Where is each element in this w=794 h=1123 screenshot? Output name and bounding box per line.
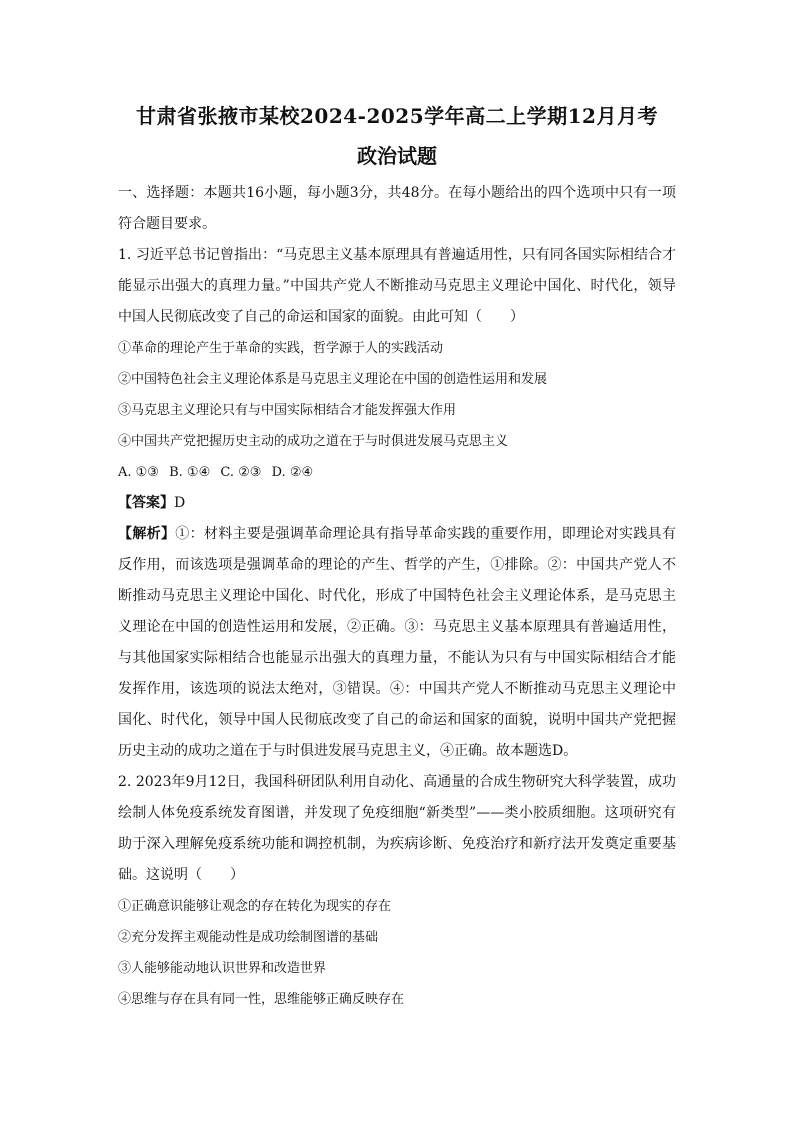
question-1-analysis — [118, 519, 676, 767]
question-1-answer — [118, 488, 676, 519]
question-1-option-2: ②中国特色社会主义理论体系是马克思主义理论在中国的创造性运用和发展 — [118, 372, 548, 387]
choice-d: D. ②④ — [271, 465, 314, 480]
page-title: 甘肃省张掖市某校2024-2025学年高二上学期12月月考 — [136, 104, 658, 128]
choice-c: C. ②③ — [220, 465, 262, 480]
analysis-text: ①：材料主要是强调革命理论具有指导革命实践的重要作用，即理论对实践具有反作用，而该选项是强调革命的理论的产生、哲学的产生，①排除。②：中国共产党人不断推动马克思主义理论中国化、时代化，形成了中国特色社会主义理论体系，是马克思主义理论在中国的创造性运用和发展，②正确。③：马克思主义基本原理具有普遍适用性，与其他国家实际相结合也能显示出强大的真理力量，不能认为只有与中国实际相结合才能发挥作用，该选项的说法太绝对，③错误。④：中国共产党人不断推动马克思主义理论中国化、时代化，领导中国人民彻底改变了自己的命运和国家的面貌，说明中国共产党把握历史主动的成功之道在于与时俱进发展马克思主义，④正确。故本题选D。 — [118, 526, 677, 759]
question-1-option-1: ①革命的理论产生于革命的实践，哲学源于人的实践活动 — [118, 341, 444, 356]
answer-label: 【答案】 — [118, 495, 174, 511]
question-1-choices — [118, 457, 676, 488]
page-subtitle: 政治试题 — [357, 144, 437, 168]
section-intro: 一、选择题：本题共16小题，每小题3分，共48分。在每小题给出的四个选项中只有一项符合题目要求。 — [118, 185, 676, 232]
question-1-stem: 1. 习近平总书记曾指出：“马克思主义基本原理具有普遍适用性，只有同各国实际相结合才能显示出强大的真理力量。”中国共产党人不断推动马克思主义理论中国化、时代化，领导中国人民彻底改变了自己的命运和国家的面貌。由此可知（ ） — [118, 247, 676, 325]
question-2-option-4: ④思维与存在具有同一性，思维能够正确反映存在 — [118, 992, 405, 1007]
question-1-option-4: ④中国共产党把握历史主动的成功之道在于与时俱进发展马克思主义 — [118, 434, 509, 449]
choice-a: A. ①③ — [118, 465, 159, 480]
question-2-stem: 2. 2023年9月12日，我国科研团队利用自动化、高通量的合成生物研究大科学装置，成功绘制人体免疫系统发育图谱，并发现了免疫细胞“新类型”——类小胶质细胞。这项研究有助于深入理解免疫系统功能和调控机制，为疾病诊断、免疫治疗和新疗法开发奠定重要基础。这说明（ ） — [118, 774, 676, 883]
choice-b: B. ①④ — [169, 465, 211, 480]
question-2-option-3: ③人能够能动地认识世界和改造世界 — [118, 961, 327, 976]
question-1-option-3: ③马克思主义理论只有与中国实际相结合才能发挥强大作用 — [118, 403, 457, 418]
answer-value: D — [174, 495, 186, 511]
question-2-option-1: ①正确意识能够让观念的存在转化为现实的存在 — [118, 899, 392, 914]
question-2-option-2: ②充分发挥主观能动性是成功绘制图谱的基础 — [118, 930, 379, 945]
analysis-label: 【解析】 — [118, 526, 176, 542]
